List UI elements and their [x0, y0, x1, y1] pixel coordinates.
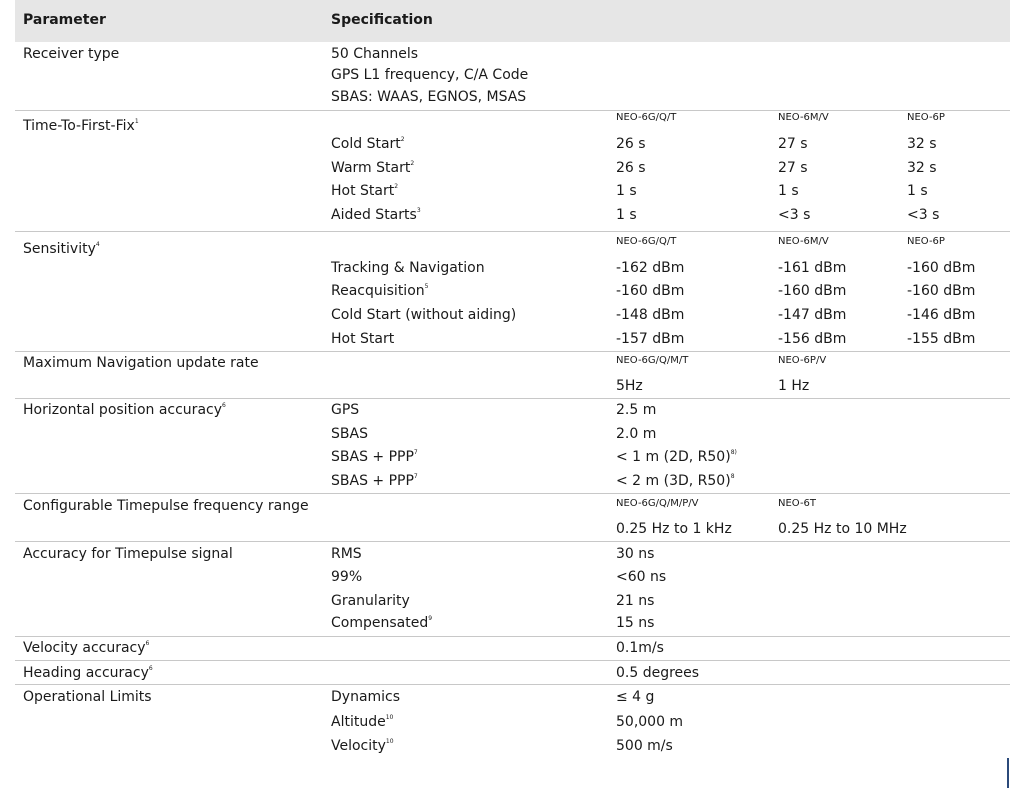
sensitivity-header-col3: NEO-6P [907, 236, 945, 247]
table-cell: 27 s [778, 160, 808, 176]
header-specification: Specification [331, 12, 433, 28]
table-cell: -162 dBm [616, 260, 685, 276]
table-cell: 26 s [616, 160, 646, 176]
row-divider [15, 636, 1010, 637]
table-row-label: Dynamics [331, 689, 401, 705]
table-row-label: Aided Starts$^3$ [331, 207, 421, 223]
table-row-label: GPS [331, 402, 360, 418]
table-row-label: Altitude$^{10}$ [331, 714, 394, 730]
table-row-label: Hot Start$^2$ [331, 183, 399, 199]
table-cell: -147 dBm [778, 307, 847, 323]
table-row-label: SBAS + $PPP^7$ [331, 449, 418, 465]
receiver-line: GPS L1 frequency, C/A Code [331, 67, 529, 83]
table-cell: < 1 m (2D, R50)$^{8)}$ [616, 449, 737, 465]
row-divider [15, 541, 1010, 542]
table-row-label: Tracking & Navigation [331, 260, 485, 276]
table-row-label: RMS [331, 546, 362, 562]
table-cell: 2.0 m [616, 426, 657, 442]
ttff-header-col2: NEO-6M/V [778, 112, 829, 123]
row-divider [15, 110, 1010, 111]
limits-label: Operational Limits [23, 689, 152, 705]
table-row-label: SBAS + $PPP^7$ [331, 473, 418, 489]
table-cell: 1 s [778, 183, 799, 199]
row-divider [15, 351, 1010, 352]
table-cell: 30 ns [616, 546, 655, 562]
timepulse-range-header-col1: NEO-6G/Q/M/P/V [616, 498, 699, 509]
navrate-header-col1: NEO-6G/Q/M/T [616, 355, 689, 366]
table-cell: -161 dBm [778, 260, 847, 276]
row-divider [15, 684, 1010, 685]
table-cell: -155 dBm [907, 331, 976, 347]
table-cell: < 2 m (3D, R50)$^8$ [616, 473, 735, 489]
table-cell: 32 s [907, 160, 937, 176]
table-cell: 2.5 m [616, 402, 657, 418]
table-cell: 15 ns [616, 615, 655, 631]
table-cell: -160 dBm [907, 260, 976, 276]
timepulse-acc-label: Accuracy for Timepulse signal [23, 546, 233, 562]
row-divider [15, 231, 1010, 232]
table-cell: -157 dBm [616, 331, 685, 347]
table-cell: 0.25 Hz to 1 kHz [616, 521, 732, 537]
table-row-label: SBAS [331, 426, 368, 442]
table-cell: -146 dBm [907, 307, 976, 323]
table-cell: 32 s [907, 136, 937, 152]
table-cell: <60 ns [616, 569, 667, 585]
timepulse-range-header-col2: NEO-6T [778, 498, 817, 509]
sensitivity-header-col1: NEO-6G/Q/T [616, 236, 677, 247]
ttff-label: Time-To-First-Fix$^1$ [23, 118, 139, 134]
table-cell: -156 dBm [778, 331, 847, 347]
header-parameter: Parameter [23, 12, 106, 28]
table-cell: -160 dBm [616, 283, 685, 299]
table-cell: 26 s [616, 136, 646, 152]
table-cell: 1 Hz [778, 378, 810, 394]
text-cursor [1007, 758, 1009, 788]
table-cell: 1 s [616, 183, 637, 199]
table-cell: 500 m/s [616, 738, 673, 754]
table-row-label: Cold Start$^2$ [331, 136, 405, 152]
velocity-label: Velocity accuracy$^6$ [23, 640, 150, 656]
table-row-label: Granularity [331, 593, 410, 609]
table-cell: 1 s [616, 207, 637, 223]
table-header [15, 0, 1010, 42]
receiver-line: 50 Channels [331, 46, 419, 62]
table-cell: <3 s [907, 207, 940, 223]
sensitivity-label: Sensitivity$^4$ [23, 241, 100, 257]
table-row-label: Velocity$^{10}$ [331, 738, 394, 754]
sensitivity-header-col2: NEO-6M/V [778, 236, 829, 247]
heading-label: Heading accuracy$^6$ [23, 665, 153, 681]
table-cell: 1 s [907, 183, 928, 199]
table-row-label: Compensated$^9$ [331, 615, 433, 631]
ttff-header-col1: NEO-6G/Q/T [616, 112, 677, 123]
table-cell: 0.1m/s [616, 640, 664, 656]
navrate-label: Maximum Navigation update rate [23, 355, 259, 371]
receiver-line: SBAS: WAAS, EGNOS, MSAS [331, 89, 527, 105]
table-cell: <3 s [778, 207, 811, 223]
hpa-label: Horizontal position accuracy$^6$ [23, 402, 226, 418]
table-cell: 21 ns [616, 593, 655, 609]
table-cell: ≤ 4 g [616, 689, 655, 705]
table-row-label: Hot Start [331, 331, 395, 347]
row-divider [15, 660, 1010, 661]
table-row-label: Warm Start$^2$ [331, 160, 415, 176]
table-row-label: Reacquisition$^5$ [331, 283, 429, 299]
table-cell: 27 s [778, 136, 808, 152]
table-cell: 0.5 degrees [616, 665, 700, 681]
receiver-label: Receiver type [23, 46, 120, 62]
row-divider [15, 493, 1010, 494]
navrate-header-col2: NEO-6P/V [778, 355, 827, 366]
table-cell: 5Hz [616, 378, 643, 394]
ttff-header-col3: NEO-6P [907, 112, 945, 123]
table-cell: 50,000 m [616, 714, 684, 730]
table-row-label: Cold Start (without aiding) [331, 307, 517, 323]
row-divider [15, 398, 1010, 399]
table-cell: -160 dBm [907, 283, 976, 299]
table-cell: 0.25 Hz to 10 MHz [778, 521, 907, 537]
table-row-label: 99% [331, 569, 363, 585]
table-cell: -160 dBm [778, 283, 847, 299]
timepulse-range-label: Configurable Timepulse frequency range [23, 498, 309, 514]
table-cell: -148 dBm [616, 307, 685, 323]
